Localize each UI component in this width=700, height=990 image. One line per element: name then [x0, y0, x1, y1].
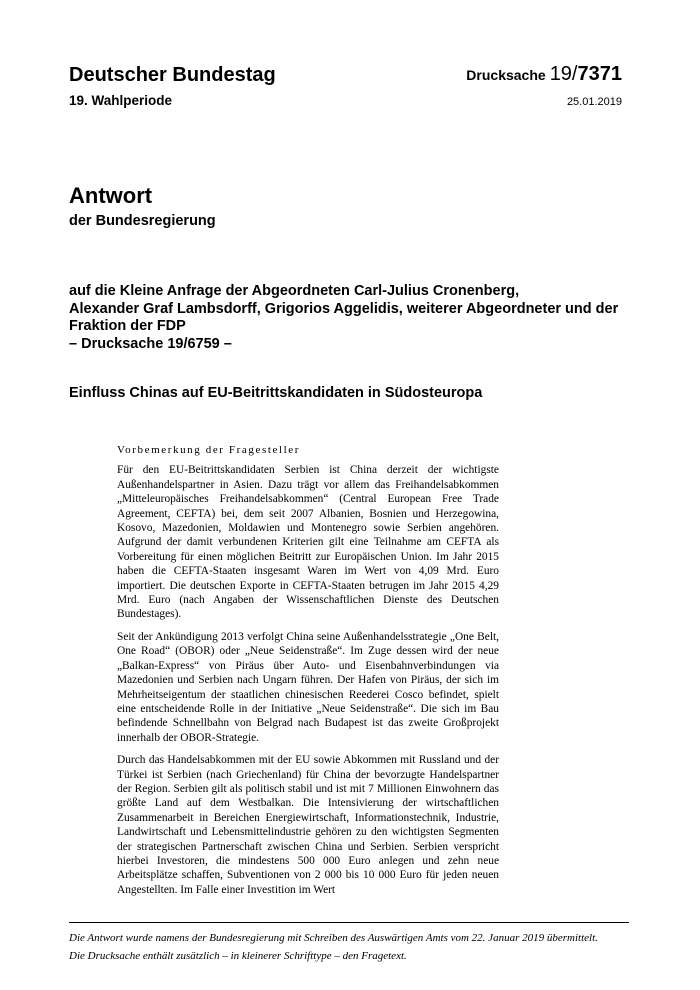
reference-line: – Drucksache 19/6759 – — [69, 335, 232, 352]
inquiry-topic: Einfluss Chinas auf EU-Beitrittskandidaten in Südosteuropa — [69, 385, 483, 401]
preliminary-remark-heading: Vorbemerkung der Fragesteller — [117, 444, 301, 456]
reference-line: Fraktion der FDP — [69, 318, 186, 335]
document-title: Antwort — [69, 183, 153, 208]
body-paragraph: Durch das Handelsabkommen mit der EU sowie Abkommen mit Russland und der Türkei ist Serbien (nach Griechenland) für China der bevorzugte Handelspartner der Region. Serbien gilt als politisch stabil und ist mit 7 Millionen Einwohnern das größte Land auf dem Westbalkan. Die Intensivierung der wirtschaftlichen Zusammenarbeit in Bereichen Energiewirtschaft, Informationstechnik, Industrie, Landwirtschaft und Lebensmittelindustrie gehören zu den wichtigsten Segmenten der strategischen Partnerschaft zwischen China und Serbien. Serbien verspricht hierbei Investoren, die mindestens 500 000 Euro anlegen und zehn neue Arbeitsplätze schaffen, Subventionen von 2 000 bis 10 000 Euro für jeden neuen Angestellten. Im Falle einer Investition im Wert — [117, 754, 499, 896]
preliminary-remark — [117, 443, 499, 905]
header-right — [466, 63, 622, 108]
drucksache-label: Drucksache — [466, 67, 546, 83]
header-left — [69, 63, 276, 108]
footer-line: Die Antwort wurde namens der Bundesregierung mit Schreiben des Auswärtigen Amts vom 22. Januar 2019 übermittelt. — [69, 932, 598, 944]
reference-line: Alexander Graf Lambsdorff, Grigorios Aggelidis, weiterer Abgeordneter und der — [69, 300, 619, 317]
reference-line: auf die Kleine Anfrage der Abgeordneten Carl-Julius Cronenberg, — [69, 283, 520, 299]
drucksache-number: 7371 — [577, 63, 622, 85]
legislative-period: 19. Wahlperiode — [69, 93, 173, 108]
drucksache-prefix: 19/ — [549, 63, 578, 85]
footer-line: Die Drucksache enthält zusätzlich – in kleinerer Schrifttype – den Fragetext. — [69, 950, 407, 962]
document-date: 25.01.2019 — [566, 96, 622, 108]
organization-name: Deutscher Bundestag — [69, 64, 276, 86]
drucksache-id — [466, 63, 622, 86]
body-paragraph: Seit der Ankündigung 2013 verfolgt China seine Außenhandelsstrategie „One Belt, One Road“ (OBOR) oder „Neue Seidenstraße“. Im Zuge dessen wird der neue „Balkan-Express“ von Piräus über Auto- und Eisenbahnverbindungen via Mazedonien und Serbien nach Ungarn führen. Der Hafen von Piräus, der sich im Mehrheitseigentum der staatlichen chinesischen Reederei Cosco befindet, spielt eine entscheidende Rolle in der Initiative „Neue Seidenstraße“. Die sich im Bau befindende Schnellbahn von Belgrad nach Budapest ist das zweite Großprojekt innerhalb der OBOR-Strategie. — [117, 630, 499, 744]
footer-divider — [69, 922, 629, 923]
body-paragraph: Für den EU-Beitrittskandidaten Serbien ist China derzeit der wichtigste Außenhandelspartner in Asien. Dazu trägt vor allem das Freihandelsabkommen „Mitteleuropäisches Freihandelsabkommen“ (Central European Free Trade Agreement, CEFTA) bei, dem seit 2007 Albanien, Bosnien und Herzegowina, Kosovo, Mazedonien, Moldawien und Montenegro sowie Serbien angehören. Aufgrund der damit verbundenen Kriterien gilt eine Teilnahme am CEFTA als Vorbereitung für einen möglichen Beitritt zur Europäischen Union. Im Jahr 2015 haben die CEFTA-Staaten insgesamt Waren im Wert von 4,09 Mrd. Euro importiert. Die deutschen Exporte in CEFTA-Staaten betrugen im Jahr 2015 4,29 Mrd. Euro (nach Angaben der Wissenschaftlichen Dienste des Deutschen Bundestages). — [117, 464, 499, 621]
footer-note — [69, 929, 639, 965]
inquiry-reference — [69, 283, 639, 353]
document-subtitle: der Bundesregierung — [69, 213, 216, 229]
